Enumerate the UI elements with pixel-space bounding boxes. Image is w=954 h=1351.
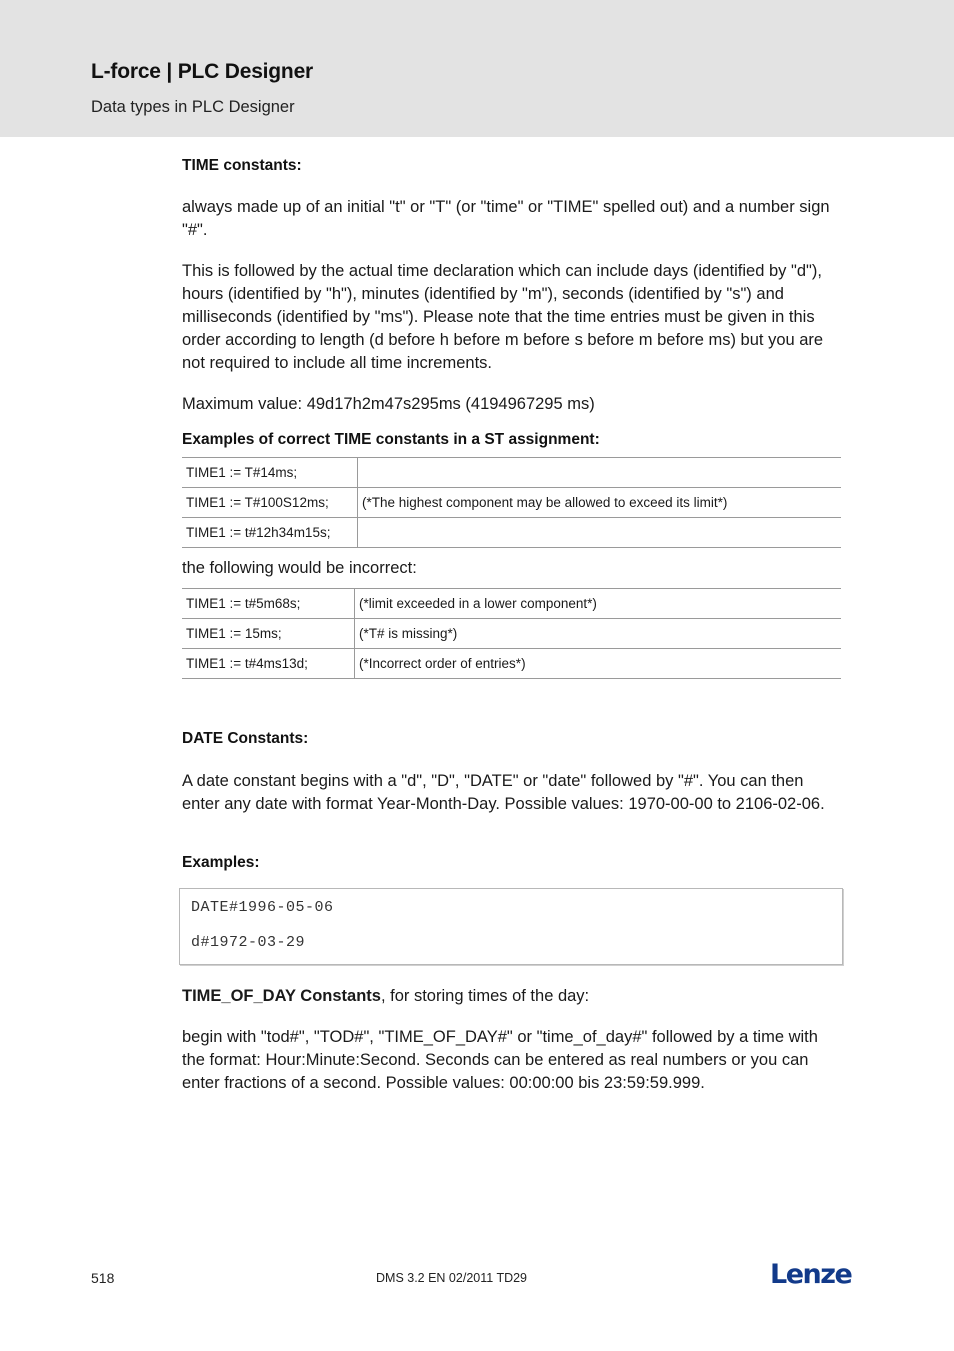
table-row — [182, 458, 841, 488]
code-cell: TIME1 := T#100S12ms; — [182, 488, 358, 518]
code-line: DATE#1996-05-06 — [191, 899, 334, 916]
table-row — [182, 619, 841, 649]
time-constants-heading: TIME constants: — [182, 157, 302, 174]
table-row — [182, 488, 841, 518]
time-max-value: Maximum value: 49d17h2m47s295ms (4194967295 ms) — [182, 395, 595, 413]
time-intro-paragraph: always made up of an initial "t" or "T" (or "time" or "TIME" spelled out) and a number sign "#". — [182, 198, 830, 239]
comment-cell: (*Incorrect order of entries*) — [355, 649, 842, 679]
table-row — [182, 649, 841, 679]
time-of-day-paragraph: begin with "tod#", "TOD#", "TIME_OF_DAY#" or "time_of_day#" followed by a time with the format: Hour:Minute:Second. Seconds can be entered as real numbers or you can enter fractions of a second. Possible values: 00:00:00 bis 23:59:59.999. — [182, 1028, 818, 1092]
table-row — [182, 589, 841, 619]
page-number: 518 — [91, 1270, 115, 1286]
code-cell: TIME1 := t#5m68s; — [182, 589, 355, 619]
correct-examples-heading: Examples of correct TIME constants in a ST assignment: — [182, 431, 600, 448]
lenze-logo: Lenze — [770, 1259, 852, 1290]
comment-cell: (*T# is missing*) — [355, 619, 842, 649]
code-cell: TIME1 := t#12h34m15s; — [182, 518, 358, 548]
date-examples-heading: Examples: — [182, 854, 260, 871]
time-declaration-paragraph: This is followed by the actual time declaration which can include days (identified by "d"), hours (identified by "h"), minutes (identified by "m"), seconds (identified by "s") and milliseconds (identified by "ms"). Please note that the time entries must be given in this order according to length (d before h before m before s before m before ms) but you are not required to include all time increments. — [182, 262, 824, 372]
document-info: DMS 3.2 EN 02/2011 TD29 — [376, 1271, 528, 1285]
incorrect-time-table — [182, 588, 841, 679]
comment-cell — [358, 458, 842, 488]
document-title: L-force | PLC Designer — [91, 60, 314, 83]
time-of-day-heading-rest: , for storing times of the day: — [380, 987, 590, 1005]
table-row — [182, 518, 841, 548]
code-line: d#1972-03-29 — [191, 934, 306, 951]
comment-cell: (*The highest component may be allowed to exceed its limit*) — [358, 488, 842, 518]
correct-time-table — [182, 457, 841, 548]
comment-cell: (*limit exceeded in a lower component*) — [355, 589, 842, 619]
date-examples-code-box — [179, 888, 843, 965]
code-cell: TIME1 := t#4ms13d; — [182, 649, 355, 679]
date-paragraph: A date constant begins with a "d", "D", "DATE" or "date" followed by "#". You can then enter any date with format Year-Month-Day. Possible values: 1970-00-00 to 2106-02-06. — [182, 772, 825, 813]
section-subtitle: Data types in PLC Designer — [91, 98, 295, 116]
incorrect-intro: the following would be incorrect: — [182, 559, 417, 577]
comment-cell — [358, 518, 842, 548]
time-of-day-heading — [182, 985, 840, 1008]
time-of-day-heading-bold: TIME_OF_DAY Constants — [182, 987, 381, 1005]
date-constants-heading: DATE Constants: — [182, 730, 309, 747]
code-cell: TIME1 := T#14ms; — [182, 458, 358, 488]
code-cell: TIME1 := 15ms; — [182, 619, 355, 649]
